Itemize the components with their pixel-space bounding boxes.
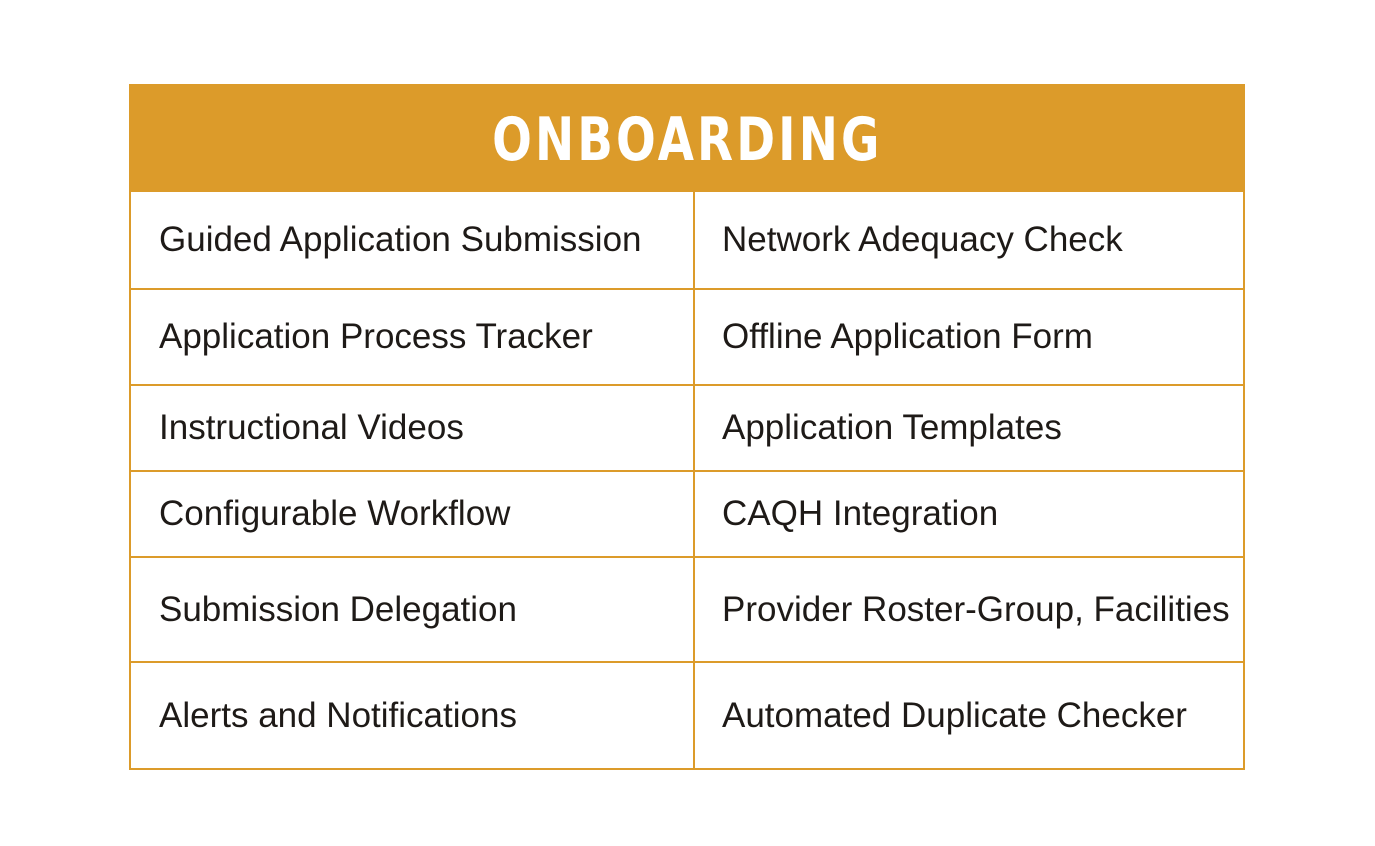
feature-cell: Automated Duplicate Checker <box>722 695 1187 735</box>
feature-cell: Alerts and Notifications <box>131 663 695 768</box>
feature-cell: Network Adequacy Check <box>722 220 1123 259</box>
table-row <box>131 192 1243 288</box>
table-body <box>131 192 1243 768</box>
feature-cell: Application Process Tracker <box>131 290 695 384</box>
feature-cell: Instructional Videos <box>131 386 695 470</box>
feature-cell: CAQH Integration <box>722 494 999 533</box>
feature-cell: Provider Roster-Group, Facilities <box>722 589 1230 629</box>
table-row <box>131 556 1243 661</box>
table-row <box>131 661 1243 768</box>
feature-cell: Submission Delegation <box>131 558 695 661</box>
table-row <box>131 288 1243 384</box>
feature-cell: Application Templates <box>722 408 1062 447</box>
feature-cell: Configurable Workflow <box>131 472 695 556</box>
table-header <box>129 84 1245 192</box>
feature-cell: Offline Application Form <box>722 317 1093 356</box>
table-title: ONBOARDING <box>491 105 883 175</box>
feature-cell: Guided Application Submission <box>131 192 695 288</box>
onboarding-feature-table <box>129 84 1245 770</box>
table-row <box>131 470 1243 556</box>
table-row <box>131 384 1243 470</box>
